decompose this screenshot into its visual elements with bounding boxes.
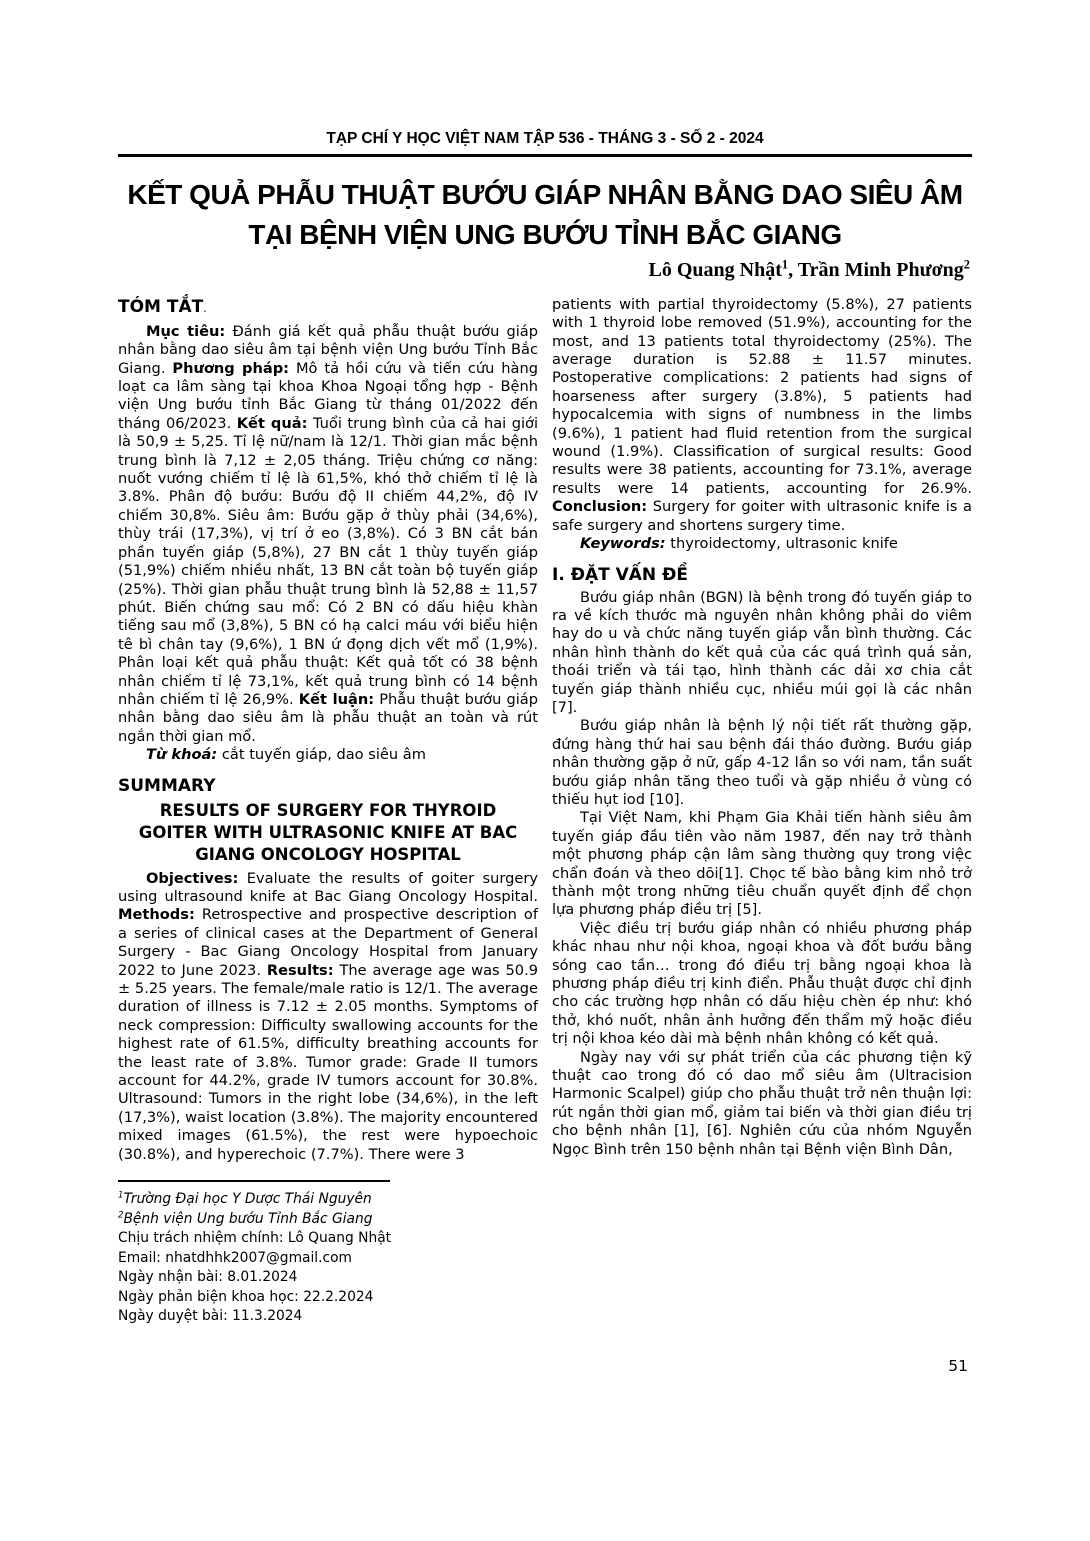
two-column-layout bbox=[118, 296, 972, 1327]
label-objectives: Objectives: bbox=[146, 869, 239, 887]
footnote-affiliation-2-mark: 2 bbox=[118, 1209, 124, 1220]
footnote-accepted-date: Ngày duyệt bài: 11.3.2024 bbox=[118, 1308, 303, 1325]
keywords-vi-label: Từ khoá: bbox=[146, 746, 218, 764]
label-phuong-phap: Phương pháp: bbox=[172, 359, 290, 377]
page-number: 51 bbox=[948, 1356, 968, 1375]
header-rule bbox=[118, 154, 972, 157]
keywords-en-label: Keywords: bbox=[580, 535, 666, 553]
left-column bbox=[118, 296, 538, 1327]
keywords-vi-text: cắt tuyến giáp, dao siêu âm bbox=[221, 746, 426, 764]
footnote-rule bbox=[118, 1180, 390, 1182]
journal-header: TẠP CHÍ Y HỌC VIỆT NAM TẬP 536 - THÁNG 3 - SỐ 2 - 2024 bbox=[326, 130, 764, 147]
intro-paragraph-3: Tại Việt Nam, khi Phạm Gia Khải tiến hành siêu âm tuyến giáp đầu tiên vào năm 1987, đến nay trở thành một phương pháp cận lâm sàng thường quy trong việc chẩn đoán và theo dõi[1]. Chọc tế bào bằng kim nhỏ trở thành một trong những tiêu chuẩn quyết định để chọn lựa phương pháp điều trị [5]. bbox=[552, 809, 972, 919]
abstract-vi-conclusion-text: Phẫu thuật bướu giáp nhân bằng dao siêu âm là phẫu thuật an toàn và rút ngắn thời gian mổ. bbox=[118, 690, 539, 745]
summary-heading: SUMMARY bbox=[118, 775, 216, 796]
abstract-en-conclusion-text: Surgery for goiter with ultrasonic knife is a safe surgery and shortens surgery time. bbox=[552, 498, 972, 534]
footnote-affiliation-2-text: Bệnh viện Ung bướu Tỉnh Bắc Giang bbox=[123, 1210, 373, 1227]
summary-subtitle: RESULTS OF SURGERY FOR THYROID GOITER WITH ULTRASONIC KNIFE AT BAC GIANG ONCOLOGY HOSPITAL bbox=[138, 800, 518, 864]
footnote-affiliation-1-mark: 1 bbox=[118, 1190, 124, 1201]
abstract-vi-methods-text: Mô tả hồi cứu và tiến cứu hàng loạt ca lâm sàng tại khoa Khoa Ngoại tổng hợp - Bệnh viện Ung bướu tỉnh Bắc Giang từ tháng 01/2022 đến tháng 06/2023. bbox=[118, 359, 538, 432]
article-title-line1: KẾT QUẢ PHẪU THUẬT BƯỚU GIÁP NHÂN BẰNG DAO SIÊU ÂM bbox=[127, 179, 963, 211]
author-1: Lô Quang Nhật bbox=[648, 259, 782, 282]
footnote-affiliation-1-text: Trường Đại học Y Dược Thái Nguyên bbox=[123, 1191, 372, 1208]
tomtat-heading-text: TÓM TẮT bbox=[118, 296, 204, 317]
keywords-en-line bbox=[552, 535, 972, 553]
author-2: Trần Minh Phương bbox=[797, 259, 964, 282]
footnote-affiliation-1 bbox=[118, 1190, 538, 1210]
footnote-block bbox=[118, 1180, 538, 1327]
authors-line bbox=[118, 257, 970, 282]
abstract-vi-results-text: Tuổi trung bình của cả hai giới là 50,9 ± 5,25. Tỉ lệ nữ/nam là 12/1. Thời gian mắc bệnh trung bình là 7,12 ± 2,05 tháng. Triệu chứng cơ năng: nuốt vướng chiếm tỉ lệ là 61,5%, khó thở chiếm tỉ lệ là 3.8%. Phân độ bướu: Bướu độ II chiếm 44,2%, độ IV chiếm 30,8%. Siêu âm: Bướu gặp ở thùy phải (34,6%), thùy trái (17,3%), vị trí ở eo (3,8%). Có 3 BN cắt bán phần tuyến giáp (5,8%), 27 BN cắt 1 thùy tuyến giáp (51,9%) chiếm nhiều nhất, 13 BN cắt toàn bộ tuyến giáp (25%). Thời gian phẫu thuật trung bình là 52,88 ± 11,57 phút. Biến chứng sau mổ: Có 2 BN có dấu hiệu khàn tiếng sau mổ (3,8%), 5 BN có hạ calci máu với biểu hiện tê bì chân tay (9,6%), 1 BN ứ đọng dịch vết mổ (1,9%). Phân loại kết quả phẫu thuật: Kết quả tốt có 38 bệnh nhân chiếm tỉ lệ 73,1%, kết quả trung bình có 14 bệnh nhân chiếm tỉ lệ 26,9%. bbox=[118, 414, 539, 708]
abstract-en-results-text: The average age was 50.9 ± 5.25 years. The female/male ratio is 12/1. The average duration of illness is 7.12 ± 2.05 months. Symptoms of neck compression: Difficulty swallowing accounts for the highest rate of 61.5%, difficulty breathing accounts for the least rate of 3.8%. Tumor grade: Grade II tumors account for 44.2%, grade IV tumors account for 30.8%. Ultrasound: Tumors in the right lobe (34,6%), in the left (17,3%), waist location (3.8%). The majority encountered mixed images (61.5%), the rest were hypoechoic (30.8%), and hyperechoic (7.7%). There were 3 bbox=[118, 961, 538, 1163]
intro-paragraph-4: Việc điều trị bướu giáp nhân có nhiều phương pháp khác nhau như nội khoa, ngoại khoa và đốt bướu bằng sóng cao tần… trong đó điều trị bằng ngoại khoa là phương pháp điều trị kinh điển. Phẫu thuật được chỉ định cho các trường hợp nhân có dấu hiệu chèn ép như: khó thở, khó nuốt, nhân ảnh hưởng đến thẩm mỹ hoặc điều trị nội khoa kéo dài mà bệnh nhân không có kết quả. bbox=[552, 919, 972, 1048]
abstract-en-objectives-text: Evaluate the results of goiter surgery using ultrasound knife at Bac Giang Oncology Hospital. bbox=[118, 869, 538, 905]
label-muc-tieu: Mục tiêu: bbox=[146, 322, 226, 340]
footnote-email: Email: nhatdhhk2007@gmail.com bbox=[118, 1249, 352, 1266]
abstract-vi-objectives-text: Đánh giá kết quả phẫu thuật bướu giáp nhân bằng dao siêu âm tại bệnh viện Ung bướu Tỉnh Bắc Giang. bbox=[118, 322, 539, 377]
footnote-responsible-author: Chịu trách nhiệm chính: Lô Quang Nhật bbox=[118, 1230, 392, 1247]
abstract-en-continuation-paragraph bbox=[552, 296, 972, 535]
article-title-line2: TẠI BỆNH VIỆN UNG BƯỚU TỈNH BẮC GIANG bbox=[248, 219, 842, 251]
tomtat-heading-dot: . bbox=[203, 301, 207, 315]
author-2-affiliation-mark: 2 bbox=[963, 257, 970, 272]
label-conclusion: Conclusion: bbox=[552, 498, 648, 516]
label-ket-luan: Kết luận: bbox=[298, 690, 375, 708]
abstract-en-continuation-text: patients with partial thyroidectomy (5.8%), 27 patients with 1 thyroid lobe removed (51.9%), accounting for the most, and 13 patients total thyroidectomy (25%). The average duration is 52.88 ± 11.57 minutes. Postoperative complications: 2 patients had signs of hoarseness after surgery (3.8%), 5 patients had hypocalcemia with signs of numbness in the limbs (9.6%), 1 patient had fluid retention from the surgical wound (1.9%). Classification of surgical results: Good results were 38 patients, accounting for 73.1%, average results were 14 patients, accounting for 26.9%. bbox=[552, 295, 972, 497]
label-results: Results: bbox=[266, 961, 334, 979]
intro-paragraph-1: Bướu giáp nhân (BGN) là bệnh trong đó tuyến giáp to ra về kích thước mà nguyên nhân không phải do viêm hay do u và chức năng tuyến giáp vẫn bình thường. Các nhân hình thành do kết quả của các quá trình quá sản, thoái triển và tái tạo, hình thành các dải xơ chia cắt tuyến giáp thành nhiều cục, nhiều múi gọi là các nhân [7]. bbox=[552, 588, 972, 716]
keywords-en-text: thyroidectomy, ultrasonic knife bbox=[670, 535, 898, 553]
abstract-en-methods-text: Retrospective and prospective description of a series of clinical cases at the Department of General Surgery - Bac Giang Oncology Hospital from January 2022 to June 2023. bbox=[118, 906, 538, 979]
label-ket-qua: Kết quả: bbox=[236, 414, 308, 432]
abstract-vi-paragraph bbox=[118, 323, 538, 746]
footnote-received-date: Ngày nhận bài: 8.01.2024 bbox=[118, 1269, 298, 1286]
label-methods: Methods: bbox=[118, 906, 195, 924]
article-title bbox=[118, 175, 972, 255]
author-1-affiliation-mark: 1 bbox=[781, 257, 789, 272]
footnote-reviewed-date: Ngày phản biện khoa học: 22.2.2024 bbox=[118, 1288, 374, 1305]
footnote-affiliation-2 bbox=[118, 1210, 538, 1230]
tomtat-heading bbox=[118, 296, 538, 320]
section-1-heading: I. ĐẶT VẤN ĐỀ bbox=[552, 564, 688, 585]
abstract-en-paragraph bbox=[118, 870, 538, 1165]
right-column bbox=[552, 296, 972, 1159]
intro-paragraph-5: Ngày nay với sự phát triển của các phương tiện kỹ thuật cao trong đó có dao mổ siêu âm (Ultracision Harmonic Scalpel) giúp cho phẫu thuật trở nên thuận lợi: rút ngắn thời gian mổ, giảm tai biến và thời gian điều trị cho bệnh nhân [1], [6]. Nghiên cứu của nhóm Nguyễn Ngọc Bình trên 150 bệnh nhân tại Bệnh viện Bình Dân, bbox=[552, 1048, 972, 1158]
intro-paragraph-2: Bướu giáp nhân là bệnh lý nội tiết rất thường gặp, đứng hàng thứ hai sau bệnh đái tháo đường. Bướu giáp nhân thường gặp ở nữ, gấp 4-12 lần so với nam, tần suất bướu giáp nhân tăng theo tuổi và gặp nhiều ở vùng có thiếu hụt iod [10]. bbox=[552, 717, 972, 808]
authors-separator: , bbox=[788, 259, 798, 282]
keywords-vi-line bbox=[118, 746, 538, 764]
